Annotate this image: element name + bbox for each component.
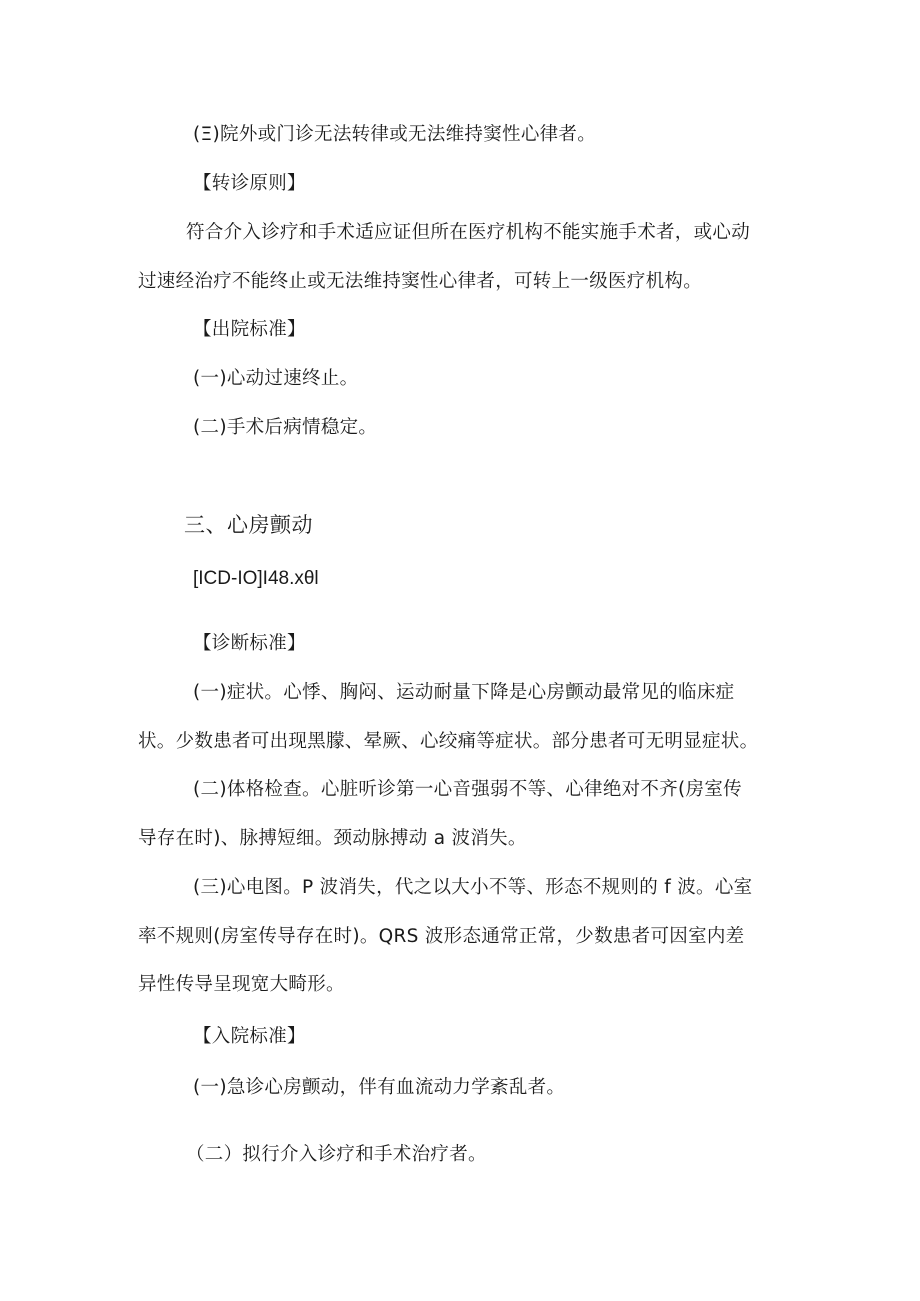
paragraph-ecg-line3: 异性传导呈现宽大畸形。: [138, 974, 345, 995]
admission-item-2: （二）拟行介入诊疗和手术治疗者。: [186, 1144, 487, 1165]
section-header-discharge: 【出院标准】: [193, 319, 306, 340]
section-header-referral: 【转诊原则】: [193, 173, 306, 194]
icd-code: [ICD-IO]I48.xθl: [193, 568, 319, 589]
paragraph-exam-line1: (二)体格检查。心脏听诊第一心音强弱不等、心律绝对不齐(房室传: [193, 779, 742, 800]
paragraph-symptom-line1: (一)症状。心悸、胸闷、运动耐量下降是心房颤动最常见的临床症: [193, 682, 735, 703]
section-header-admission: 【入院标准】: [193, 1026, 306, 1047]
section-header-diagnosis: 【诊断标准】: [193, 633, 306, 654]
paragraph-ecg-line1: (三)心电图。P 波消失，代之以大小不等、形态不规则的 f 波。心室: [193, 877, 753, 898]
discharge-item-2: (二)手术后病情稳定。: [193, 417, 378, 438]
admission-item-1: (一)急诊心房颤动，伴有血流动力学紊乱者。: [193, 1077, 566, 1098]
discharge-item-1: (一)心动过速终止。: [193, 368, 359, 389]
paragraph-referral-line2: 过速经治疗不能终止或无法维持窦性心律者，可转上一级医疗机构。: [138, 271, 703, 292]
paragraph-ecg-line2: 率不规则(房室传导存在时)。QRS 波形态通常正常，少数患者可因室内差: [138, 926, 745, 947]
paragraph-outpatient-failure: (Ξ)院外或门诊无法转律或无法维持窦性心律者。: [193, 124, 597, 145]
paragraph-exam-line2: 导存在时)、脉搏短细。颈动脉搏动 a 波消失。: [138, 828, 527, 849]
section-title-atrial-fibrillation: 三、心房颤动: [184, 513, 313, 537]
paragraph-referral-line1: 符合介入诊疗和手术适应证但所在医疗机构不能实施手术者，或心动: [186, 222, 751, 243]
paragraph-symptom-line2: 状。少数患者可出现黑朦、晕厥、心绞痛等症状。部分患者可无明显症状。: [138, 731, 759, 752]
